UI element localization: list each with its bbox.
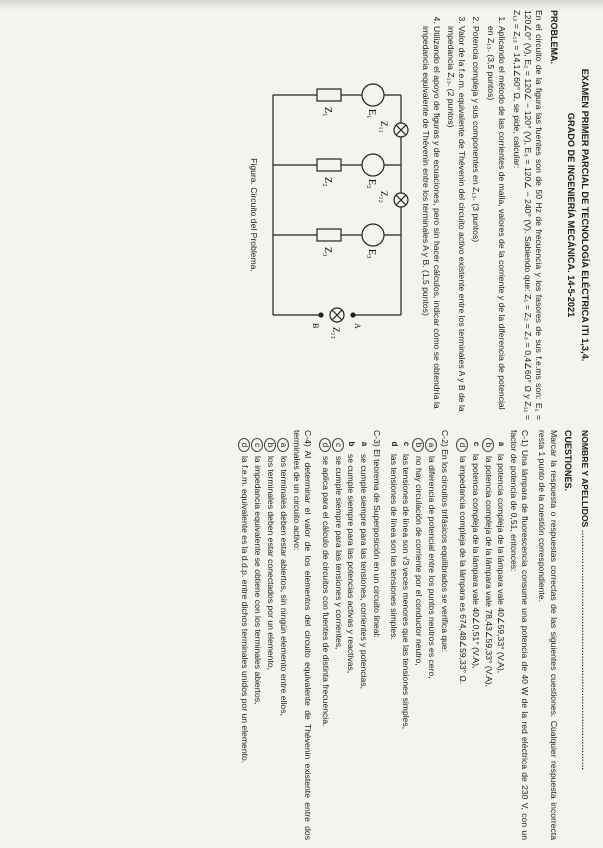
option-mark: a (425, 438, 437, 452)
option-mark: a (359, 441, 369, 447)
option-text: los terminales deben estar abiertos, sin ningún elemento entre ellos, (278, 456, 289, 716)
questions-intro: Marcar la respuesta o respuestas correctas de las siguientes cuestiones. Cualquier respuesta incorrecta resta 1 punto de la cuestión correspondiente. (537, 430, 559, 840)
task-item: 1. Aplicando el método de las corrientes de malla, valores de la corriente y de la diferencia de potencial en Z₁₃. (3,5 puntos) (484, 26, 506, 420)
option-text: la diferencia de potencial entre los puntos neutros es cero, (427, 456, 438, 679)
option-mark: c (471, 441, 481, 447)
e1-label: E₁ (366, 109, 378, 119)
option-mark: b (412, 438, 424, 452)
option[interactable] (251, 438, 263, 840)
task-list (419, 10, 506, 420)
option-text: se cumple siempre para las tensiones, corrientes y potencias, (358, 454, 369, 690)
option-text: se aplica para el cálculo de circuitos con fuentes de distinta frecuencia. (321, 456, 332, 727)
option-text: la impedancia compleja de la lámpara es 674,48∠59,33° Ω. (458, 456, 469, 685)
question-1 (456, 430, 530, 840)
option[interactable] (277, 438, 289, 840)
option[interactable] (469, 438, 480, 840)
option-text: se cumple siempre para las tensiones y corrientes, (334, 456, 345, 650)
option-mark: a (496, 441, 506, 447)
option-text: no hay circulación de corriente por el conductor neutro, (414, 456, 425, 666)
option-mark: d (456, 438, 468, 452)
scan-edge (0, 0, 603, 10)
option-text: la potencia compleja de la lámpara vale 78,43∠59,33° (V.A), (483, 456, 494, 688)
option-mark: b (482, 438, 494, 452)
option[interactable] (388, 438, 399, 840)
questions-heading: CUESTIONES. (562, 430, 573, 492)
option-mark: d (238, 438, 250, 452)
option-text: las tensiones de línea son √3 veces menores que las tensiones simples, (401, 454, 412, 730)
question-stem: C-1) Una lámpara de fluorescencia consume una potencia de 40 W de la red eléctrica de 230 V, con un factor de potencia de 0,51, entonces: (508, 430, 531, 840)
z11-label: Z₁₁ (379, 121, 390, 133)
task-item: 4. Utilizando el apoyo de figuras y de ecuaciones, pero sin hacer cálculos, indicar cómo se obtendría la impedancia equivalente de Thévenin entre los terminales A y B. (1,5 puntos) (419, 26, 441, 420)
option-text: las tensiones de línea son las tensiones simples. (388, 454, 399, 640)
task-item: 3. Valor de la f.e.m. equivalente de Thévenin del circuito activo existente entre los terminales A y B de la impedancia Z₁₃. (2 puntos) (445, 26, 467, 420)
e2-label: E₂ (366, 179, 378, 189)
option[interactable] (482, 438, 494, 840)
questions-half (20, 430, 590, 840)
option[interactable] (425, 438, 437, 840)
option-mark: a (277, 438, 289, 452)
option-mark: b (264, 438, 276, 452)
name-line: NOMBRE Y APELLIDOS ………………………………………………………………………… (580, 430, 590, 771)
problem-text: En el circuito de la figura las fuentes son de 50 Hz de frecuencia y los fasores de sus f.e.ms son: E₁ = 120∠0° (V), E₂ = 120∠ − 120° (V), E₃ = 120∠ − 240° (V). Sabiendo que: Z₁ = Z₂ = Z₃ = 0,4∠60° Ω y Z₁₁ = Z₁₂ = Z₁₃ = 14,1∠60° Ω, se pide, calcular: (511, 10, 545, 420)
option[interactable] (238, 438, 250, 840)
option-mark: c (251, 438, 263, 452)
option-mark: b (347, 441, 357, 447)
option-text: la f.e.m. equivalente es la d.d.p. entre dichos terminales unidos por un elemento. (239, 456, 250, 764)
option[interactable] (345, 438, 356, 840)
option[interactable] (319, 438, 331, 840)
problem-half (20, 10, 590, 420)
option-text: la potencia compleja de la lámpara vale 40∠59,33° (V.A), (495, 454, 506, 674)
option[interactable] (357, 438, 368, 840)
question-2 (388, 430, 451, 840)
option-mark: d (319, 438, 331, 452)
option[interactable] (412, 438, 424, 840)
question-4 (238, 430, 313, 840)
exam-title: EXAMEN PRIMER PARCIAL DE TECNOLOGÍA ELÉCTRICA ITI 1,3,4. (580, 68, 590, 362)
terminal-a-label: A (353, 323, 363, 329)
terminal-b-label: B (311, 323, 321, 329)
option-text: la potencia compleja de la lámpara vale 40∠0,51° (V.A), (470, 454, 481, 669)
z2-label: Z₂ (322, 177, 334, 187)
option-text: los terminales deben estar conectados por un elemento, (265, 456, 276, 671)
z1-label: Z₁ (322, 107, 334, 117)
option-mark: d (389, 441, 399, 447)
exam-subtitle: GRADO DE INGENIERÍA MECÁNICA. 14-5-2021 (565, 112, 576, 318)
e3-label: E₃ (366, 249, 378, 259)
option[interactable] (264, 438, 276, 840)
z3-label: Z₃ (322, 247, 334, 257)
option[interactable] (495, 438, 506, 840)
option[interactable] (400, 438, 411, 840)
z12-label: Z₁₂ (379, 191, 390, 203)
problem-heading: PROBLEMA. (548, 10, 559, 64)
circuit-figure (263, 65, 413, 365)
figure-caption: Figura. Circuito del Problema. (249, 158, 260, 272)
z13-label: Z₁₃ (331, 327, 342, 339)
task-item: 2. Potencia compleja y sus componentes en Z₁₃. (3 puntos) (470, 26, 481, 420)
option-mark: c (402, 441, 412, 447)
question-stem: C-2) En los circuitos trifásicos equilibrados se verifica que: (440, 430, 451, 653)
question-stem: C-3) El teorema de Superposición en un circuito lineal: (371, 430, 382, 638)
option[interactable] (456, 438, 468, 840)
option-text: se cumple siempre para las potencias activas y reactivas, (346, 454, 357, 674)
option[interactable] (332, 438, 344, 840)
question-stem: C-4) Al determinar el valor de los elementos del circuito equivalente de Thévenin existente entre dos terminales de un circuito activo: (291, 430, 314, 840)
option-text: la impedancia equivalente se obtiene con los terminales abiertos, (252, 456, 263, 705)
question-3 (319, 430, 382, 840)
option-mark: c (332, 438, 344, 452)
